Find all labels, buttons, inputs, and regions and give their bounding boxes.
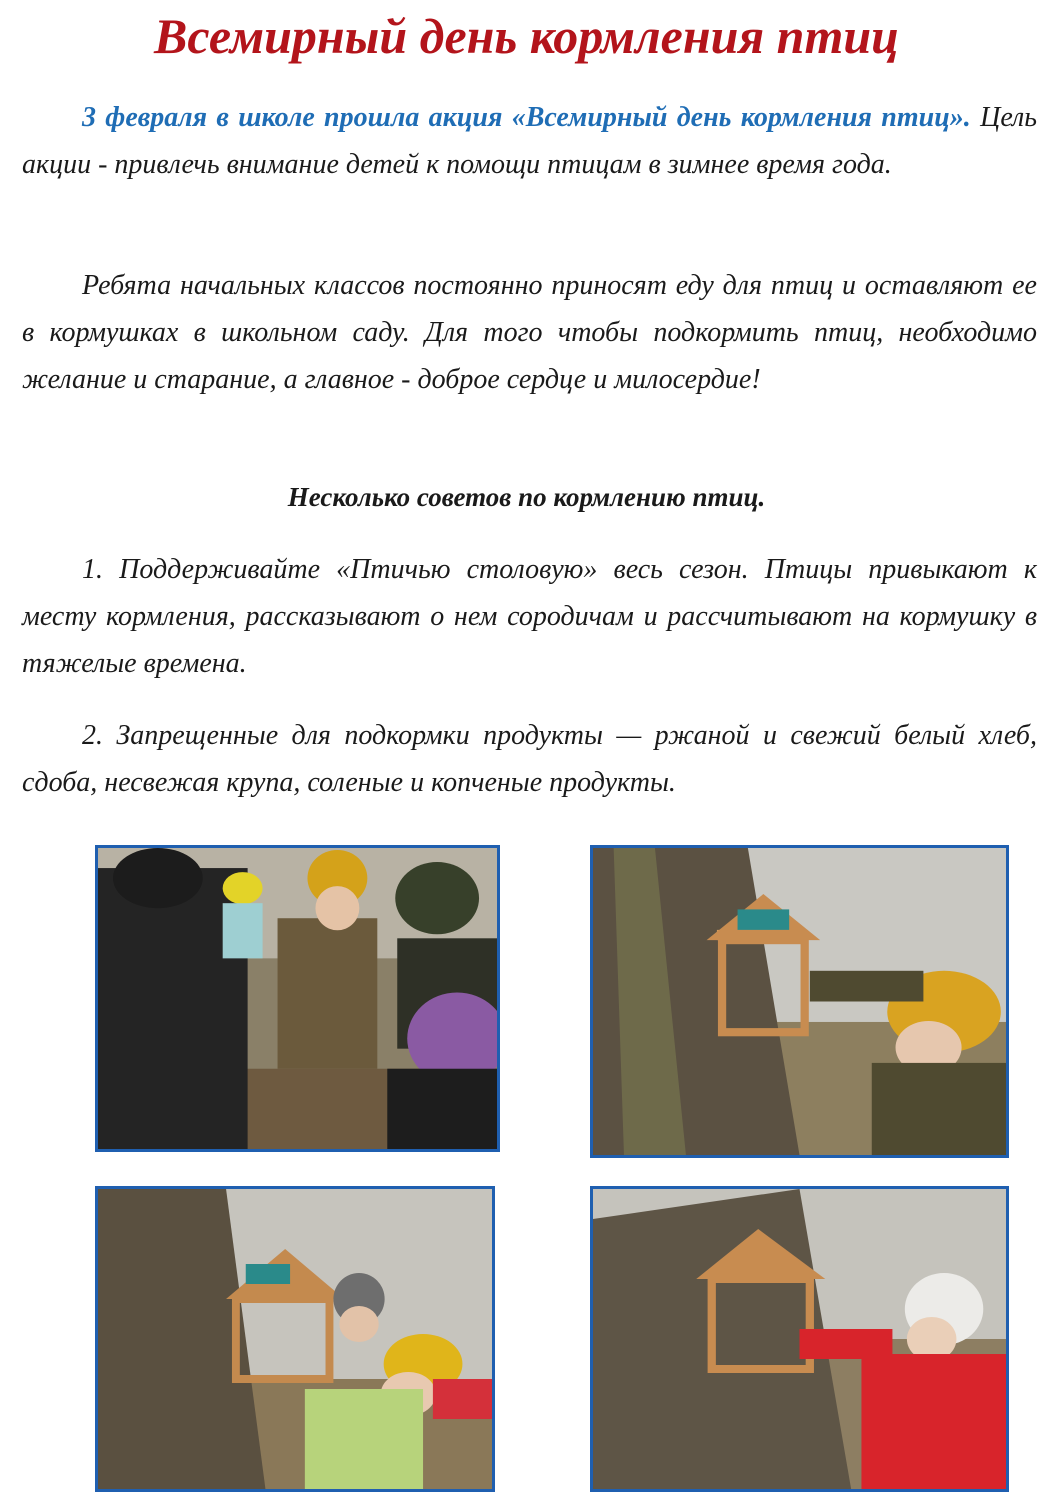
intro-paragraph — [22, 94, 1037, 188]
tip-2: 2. Запрещенные для подкормки продукты — ржаной и свежий белый хлеб, сдоба, несвежая крупа, соленые и копченые продукты. — [22, 720, 1037, 798]
photo-children-feeding-image — [98, 848, 497, 1149]
paragraph-2: Ребята начальных классов постоянно приносят еду для птиц и оставляют ее в кормушках в школьном саду. Для того чтобы подкормить птиц, необходимо желание и старание, а главное - доброе сердце и милосердие! — [22, 270, 1037, 395]
photo-children-feeding — [95, 845, 500, 1152]
photo-girl-at-feeder-image — [593, 1189, 1006, 1489]
photo-children-at-feeder — [95, 1186, 495, 1492]
page-title: Всемирный день кормления птиц — [154, 8, 899, 64]
tip-1: 1. Поддерживайте «Птичью столовую» весь сезон. Птицы привыкают к месту кормления, рассказывают о нем сородичам и рассчитывают на кормушку в тяжелые времена. — [22, 554, 1037, 679]
tips-heading: Несколько советов по кормлению птиц. — [287, 482, 766, 512]
photo-girl-at-feeder — [590, 1186, 1009, 1492]
photo-children-at-feeder-image — [98, 1189, 492, 1489]
photo-boy-at-feeder-image — [593, 848, 1006, 1155]
intro-lead: 3 февраля в школе прошла акция «Всемирный день кормления птиц». — [82, 102, 971, 133]
intro-rest: Цель акции - привлечь внимание детей к помощи птицам в зимнее время года. — [22, 102, 1038, 180]
photo-boy-at-feeder — [590, 845, 1009, 1158]
